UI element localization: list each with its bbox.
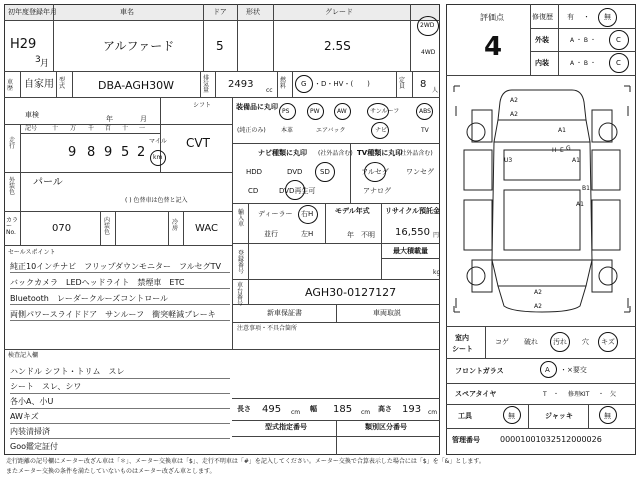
displacement-value: 2493 bbox=[228, 79, 254, 90]
length-value: 495 bbox=[262, 404, 282, 415]
exterior-grade-label: 外装 bbox=[535, 36, 549, 44]
equipment-item: サンルーフ bbox=[370, 108, 400, 115]
doors-label: ドア bbox=[213, 8, 227, 16]
navi-cd: CD bbox=[248, 187, 259, 195]
chassis-label: 車台番号 bbox=[237, 282, 244, 307]
first-reg-label: 初年度登録年月 bbox=[8, 8, 57, 16]
tv-title: TV種類に丸印 bbox=[357, 149, 403, 157]
color-label: 外装色 bbox=[9, 177, 16, 196]
fuel-rest: ・D・HV・( ) bbox=[314, 80, 370, 88]
width-label: 幅 bbox=[310, 405, 317, 413]
drive-4wd: 4WD bbox=[421, 49, 436, 56]
damage-label: A2 bbox=[534, 289, 542, 296]
inspector-label: 検査記入欄 bbox=[8, 352, 39, 359]
navi-subtitle: (社外品含む) bbox=[318, 150, 353, 157]
width-value: 185 bbox=[333, 404, 353, 415]
steer-l: 左H bbox=[301, 230, 314, 238]
chassis-value: AGH30-0127127 bbox=[305, 286, 397, 299]
navi-dvd-play: DVD再生可 bbox=[279, 187, 316, 195]
import-dealer: ディーラー bbox=[258, 210, 293, 218]
damage-label: H bbox=[552, 147, 557, 154]
shape-label: 形状 bbox=[246, 8, 260, 16]
equipment-item: ナビ bbox=[375, 127, 388, 134]
navi-hdd: HDD bbox=[246, 168, 263, 176]
capacity-label: 定員 bbox=[399, 77, 406, 90]
damage-label: A1 bbox=[572, 157, 580, 164]
first-reg-year: H29 bbox=[10, 37, 37, 52]
mileage-label: 走行 bbox=[9, 137, 16, 150]
repair-yes: 有 bbox=[567, 13, 574, 21]
inspector-line: AWキズ bbox=[10, 412, 39, 421]
doors-value: 5 bbox=[216, 39, 224, 53]
recycle-value: 16,550 bbox=[395, 227, 430, 238]
first-reg-month: 3 bbox=[35, 55, 41, 65]
mileage-digit: 2 bbox=[137, 145, 146, 160]
inspector-line: Goo鑑定証付 bbox=[10, 442, 58, 451]
reg-no-label: 登録番号 bbox=[238, 250, 245, 275]
length-unit: cm bbox=[291, 409, 301, 416]
navi-dvd: DVD bbox=[287, 168, 303, 176]
steer-r: 右H bbox=[301, 210, 314, 218]
color-no-label: カラーNo. bbox=[6, 217, 19, 236]
equipment-item: エアバック bbox=[316, 127, 346, 134]
damage-label: E bbox=[560, 147, 564, 154]
seat-option-dirt: 汚れ bbox=[553, 338, 567, 346]
use-label: 車歴 bbox=[7, 79, 14, 92]
spare-label: スペアタイヤ bbox=[455, 390, 497, 398]
capacity-value: 8 bbox=[420, 79, 427, 90]
jack-value: 無 bbox=[604, 412, 611, 420]
import-label: 輸入車 bbox=[238, 209, 245, 228]
damage-label: A1 bbox=[576, 201, 584, 208]
interior-grade-label: 内装 bbox=[535, 59, 549, 67]
mileage-digit-header: 記号 bbox=[25, 125, 38, 132]
repair-label: 修復歴 bbox=[532, 13, 553, 21]
mileage-digit: 9 bbox=[104, 145, 113, 160]
max-load-label: 最大積載量 bbox=[393, 247, 428, 255]
shift-label: シフト bbox=[193, 102, 212, 109]
exterior-grades: A ・ B ・ bbox=[570, 37, 596, 44]
inspector-line: 各小A、小U bbox=[10, 397, 54, 406]
repair-no: 無 bbox=[604, 13, 611, 21]
spare-option: T bbox=[543, 391, 547, 398]
tools-value: 無 bbox=[508, 412, 515, 420]
car-name: アルファード bbox=[103, 39, 175, 53]
first-reg-month-unit: 月 bbox=[40, 59, 50, 69]
grade-label: グレード bbox=[325, 8, 353, 16]
seat-label-2: シート bbox=[452, 345, 473, 353]
seat-option-yabure: 破れ bbox=[524, 338, 538, 346]
damage-label: U3 bbox=[504, 157, 513, 164]
interior-color-label: 内装色 bbox=[104, 217, 111, 236]
footer-note-2: またメーター交換の条件を満たしていないものはメーター改ざん車とします。 bbox=[6, 468, 216, 475]
seat-option-koge: コゲ bbox=[495, 338, 509, 346]
height-unit: cm bbox=[428, 409, 438, 416]
color-no-value: 070 bbox=[52, 223, 72, 234]
exterior-selected: C bbox=[616, 36, 621, 44]
inspection-month-unit: 月 bbox=[140, 115, 147, 123]
displacement-label: 排気量 bbox=[203, 75, 210, 94]
type-no-label: 型式指定番号 bbox=[265, 423, 307, 431]
inspector-line: 内装清掃済 bbox=[10, 427, 50, 436]
color-value: パール bbox=[33, 177, 63, 188]
notes-label: 注意事項・不具合箇所 bbox=[237, 325, 298, 332]
grade-value: 2.5S bbox=[324, 39, 351, 53]
spare-option: 欠 bbox=[610, 391, 617, 398]
mileage-digit-header: 一 bbox=[139, 125, 146, 132]
damage-label: A2 bbox=[510, 97, 518, 104]
mileage-digit-header: 十 bbox=[52, 125, 59, 132]
displacement-unit: cc bbox=[266, 87, 273, 94]
recycle-unit: 円 bbox=[433, 232, 440, 239]
mileage-digit-header: 千 bbox=[88, 125, 95, 132]
width-unit: cm bbox=[361, 409, 371, 416]
model-value: DBA-AGH30W bbox=[98, 79, 175, 92]
interior-selected: C bbox=[616, 59, 621, 67]
navi-title: ナビ種類に丸印 bbox=[258, 149, 307, 157]
mileage-digit-header: 十 bbox=[122, 125, 129, 132]
manual-label: 車両取説 bbox=[373, 309, 401, 317]
mileage-digit-header: 百 bbox=[105, 125, 112, 132]
tv-subtitle: (社外品含む) bbox=[398, 150, 433, 157]
score-value: 4 bbox=[484, 32, 503, 62]
inspection-label: 車検 bbox=[25, 111, 39, 119]
navi-sd: SD bbox=[320, 168, 330, 176]
import-parallel: 並行 bbox=[264, 230, 278, 238]
selling-point-line: バックカメラ LEDヘッドライト 禁煙車 ETC bbox=[10, 278, 185, 287]
selling-point-line: 純正10インチナビ フリップダウンモニター フルセグTV bbox=[10, 262, 222, 271]
seat-label-1: 室内 bbox=[455, 334, 469, 342]
fuel-label: 燃料 bbox=[280, 77, 287, 90]
color-note: ( ) 色替車は色替と記入 bbox=[125, 197, 188, 204]
mgmt-label: 管理番号 bbox=[452, 436, 480, 444]
mileage-digit: 5 bbox=[121, 145, 130, 160]
recycle-label: リサイクル預託金 bbox=[385, 207, 441, 215]
car-damage-diagram bbox=[452, 80, 632, 318]
selling-points-label: セールスポイント bbox=[8, 249, 56, 256]
score-label: 評価点 bbox=[480, 13, 504, 22]
seat-option-scratch: キズ bbox=[601, 338, 615, 346]
warranty-label: 新車保証書 bbox=[267, 309, 302, 317]
ac-label: 冷房 bbox=[172, 219, 179, 232]
equipment-item: PS bbox=[282, 108, 290, 115]
footer-note-1: 走行距離の記号欄にメーター改ざん車は「＊」、メーター交換車は「$」、走行不明車は「#」を記入してください。メーター交換で合算表示した場合には「$」を「&」とします。 bbox=[6, 458, 485, 465]
tv-fullseg: フルセグ bbox=[361, 168, 389, 176]
height-label: 高さ bbox=[378, 405, 392, 413]
drive-2wd: 2WD bbox=[420, 22, 435, 29]
equipment-item: ABS bbox=[419, 108, 431, 115]
equipment-subtitle: (純正のみ) bbox=[237, 127, 266, 134]
spare-option: ・ bbox=[553, 391, 560, 398]
model-year-unit: 年 bbox=[347, 231, 354, 239]
damage-label: A2 bbox=[534, 303, 542, 310]
car-name-label: 車名 bbox=[120, 8, 134, 16]
damage-label: B1 bbox=[582, 185, 590, 192]
km-label: km bbox=[153, 154, 163, 161]
class-no-label: 類別区分番号 bbox=[365, 423, 407, 431]
ac-value: WAC bbox=[195, 223, 218, 234]
max-load-unit: kg bbox=[433, 269, 441, 276]
mileage-digit-header: 万 bbox=[70, 125, 77, 132]
tv-oneseg: ワンセグ bbox=[406, 168, 434, 176]
equipment-item: TV bbox=[421, 127, 429, 134]
equipment-title: 装備品に丸印 bbox=[236, 103, 278, 111]
inspector-line: シート スレ、シワ bbox=[10, 382, 82, 391]
mgmt-value: 00001001032512000026 bbox=[500, 435, 602, 444]
model-label: 型式 bbox=[59, 77, 66, 90]
damage-label: A2 bbox=[510, 111, 518, 118]
front-glass-label: フロントガラス bbox=[455, 367, 504, 375]
front-glass-rest: ・×要交 bbox=[560, 366, 587, 374]
height-value: 193 bbox=[402, 404, 422, 415]
length-label: 長さ bbox=[237, 405, 251, 413]
repair-sep: ・ bbox=[583, 13, 590, 21]
tv-analog: アナログ bbox=[363, 187, 391, 195]
equipment-item: PW bbox=[310, 108, 320, 115]
mileage-digit: 8 bbox=[87, 145, 96, 160]
selling-point-line: 両側パワースライドドア サンルーフ 衝突軽減ブレーキ bbox=[10, 310, 216, 319]
damage-label: A1 bbox=[558, 127, 566, 134]
spare-option: 修理KIT bbox=[568, 391, 590, 398]
seat-option-hole: 穴 bbox=[582, 338, 589, 346]
model-year-value: 不明 bbox=[361, 231, 375, 239]
model-year-label: モデル年式 bbox=[335, 207, 370, 215]
front-glass-a: A bbox=[545, 366, 550, 374]
equipment-item: 本革 bbox=[281, 127, 294, 134]
shift-value: CVT bbox=[186, 136, 210, 150]
use-value: 自家用 bbox=[24, 79, 54, 90]
fuel-g: G bbox=[301, 80, 307, 88]
spare-option: ・ bbox=[598, 391, 605, 398]
selling-point-line: Bluetooth レーダークルーズコントロール bbox=[10, 294, 169, 303]
tools-label: 工具 bbox=[458, 412, 472, 420]
damage-label: G bbox=[566, 145, 571, 152]
capacity-unit: 人 bbox=[432, 87, 439, 94]
equipment-item: AW bbox=[337, 108, 347, 115]
inspector-line: ハンドル シフト・トリム スレ bbox=[10, 367, 125, 376]
mileage-digit: 9 bbox=[68, 145, 77, 160]
jack-label: ジャッキ bbox=[545, 412, 573, 420]
interior-grades: A ・ B ・ bbox=[570, 60, 596, 67]
inspection-year-unit: 年 bbox=[106, 115, 113, 123]
mile-label: マイル bbox=[149, 138, 167, 145]
